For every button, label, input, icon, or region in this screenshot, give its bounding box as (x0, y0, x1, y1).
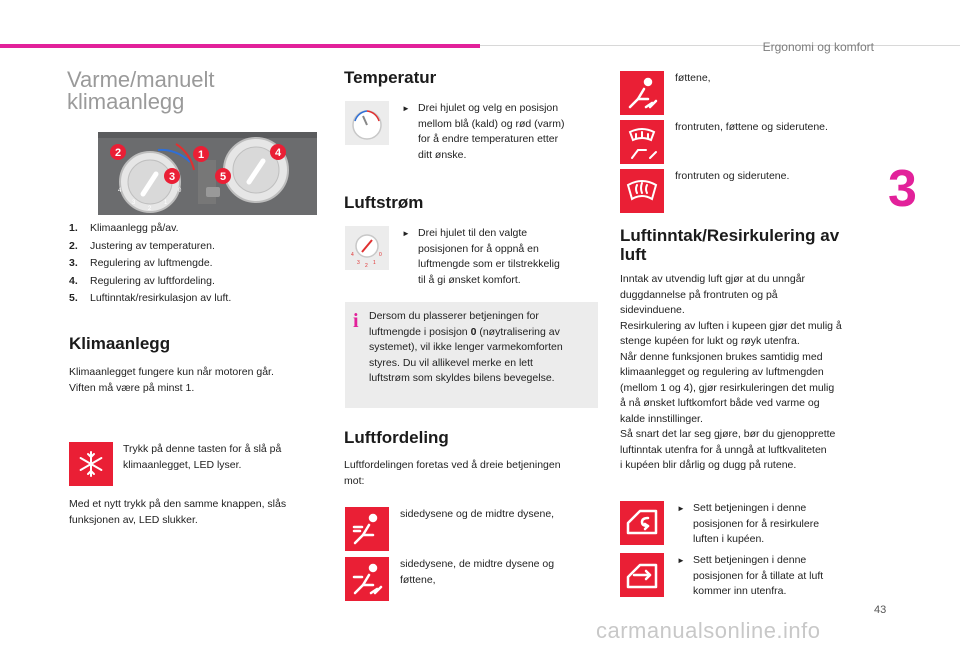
svg-text:0: 0 (379, 252, 382, 258)
klimaanlegg-heading: Klimaanlegg (69, 334, 171, 353)
vent-windscreen-feet-icon-box (620, 120, 664, 164)
temperature-dial-icon (345, 101, 389, 145)
legend-item: 3. Regulering av luftmengde. (69, 257, 213, 269)
distribution-face: sidedysene og de midtre dysene, (400, 508, 555, 520)
callout-3: 3 (168, 171, 176, 183)
svg-text:1: 1 (373, 260, 376, 266)
windscreen-feet-vent-icon (620, 120, 664, 164)
outside-air-icon-box (620, 553, 664, 597)
header-rule (480, 45, 960, 46)
recirculation-icon (620, 501, 664, 545)
recirculation-icon-box (620, 501, 664, 545)
dial-label-1: 1 (164, 200, 168, 206)
airflow-instruction: ► Drei hjulet til den valgte posisjonen for å oppnå en luftmengde som er tilstrekkelig til å gi ønsket komfort. (402, 227, 560, 286)
intake-description: Inntak av utvendig luft gjør at du unngår duggdannelse på frontruten og på sidevinduene. Resirkulering av luften i kupeen gjør det mulig å stenge kupéen for lukt og røyk utenfra. Når denne funksjonen brukes samtidig med klimaanlegget og regulering av luftmengden (mellom 1 og 4), gjør resirkuleringen det mulig å nå ønsket luftkomfort både ved varme og kalde innstillinger. Så snart det lar seg gjøre, bør du gjenopprette luftinntak utenfra for å unngå at luftkvaliteten i kupéen blir dårlig og dugg på rutene. (620, 273, 842, 471)
callout-2: 2 (114, 147, 122, 159)
callout-1: 1 (197, 149, 205, 161)
face-feet-vent-icon (345, 557, 389, 601)
vent-face-icon-box (345, 507, 389, 551)
climate-panel-image (98, 132, 317, 215)
ac-off-text: Med et nytt trykk på den samme knappen, slås funksjonen av, LED slukker. (69, 498, 287, 526)
svg-text:4: 4 (351, 252, 354, 258)
legend-item: 4. Regulering av luftfordeling. (69, 274, 215, 287)
info-text: Dersom du plasserer betjeningen for luftmengde i posisjon 0 (nøytralisering av systemet), vil ikke lenger varmekomforten styres. Du vil allikevel merke en lett luftstrøm som skyldes bilens bevegelse. (369, 310, 563, 384)
svg-text:3: 3 (357, 260, 360, 266)
section-header: Ergonomi og komfort (762, 40, 874, 54)
recirculation-instruction: ► Sett betjeningen i denne posisjonen for å resirkulere luften i kupéen. (677, 502, 820, 545)
climate-panel-illustration (98, 132, 317, 215)
distribution-windscreen-side: frontruten og siderutene. (675, 170, 790, 182)
ac-button-text: Trykk på denne tasten for å slå på klimaanlegget, LED lyser. (123, 443, 282, 471)
temperature-instruction: ► Drei hjulet og velg en posisjon mellom blå (kald) og rød (varm) for å endre temperaturen etter ditt ønske. (402, 102, 565, 161)
snowflake-icon (69, 442, 113, 486)
intake-heading: Luftinntak/Resirkulering av luft (620, 226, 840, 264)
watermark: carmanualsonline.info (596, 618, 821, 643)
outside-air-icon (620, 553, 664, 597)
feet-vent-icon (620, 71, 664, 115)
svg-text:2: 2 (365, 263, 368, 269)
temperature-heading: Temperatur (344, 68, 437, 87)
vent-windscreen-icon-box (620, 169, 664, 213)
ac-button-icon (69, 442, 113, 486)
distribution-windscreen-feet-side: frontruten, føttene og siderutene. (675, 121, 828, 133)
windscreen-demist-icon (620, 169, 664, 213)
callout-4: 4 (274, 147, 282, 159)
airflow-heading: Luftstrøm (344, 193, 424, 212)
vent-feet-icon-box (620, 71, 664, 115)
callout-5: 5 (219, 171, 227, 183)
dial-label-2: 2 (148, 206, 152, 212)
vent-face-feet-icon-box (345, 557, 389, 601)
control-legend (69, 220, 319, 308)
distribution-intro: Luftfordelingen foretas ved å dreie betjeningen mot: (344, 459, 561, 487)
airflow-dial-icon (345, 226, 389, 270)
legend-item: 2. Justering av temperaturen. (69, 239, 215, 252)
info-icon: i (353, 310, 359, 332)
temperature-knob-icon (345, 101, 389, 145)
klimaanlegg-intro: Klimaanlegget fungere kun når motoren går. Viften må være på minst 1. (69, 366, 274, 394)
legend-item: 1. Klimaanlegg på/av. (69, 222, 179, 234)
fan-speed-knob-icon (345, 226, 389, 270)
chapter-number: 3 (888, 160, 917, 218)
dial-label-3: 3 (132, 200, 136, 206)
dial-label-0: 0 (178, 188, 182, 194)
info-box (345, 302, 598, 408)
face-vent-icon (345, 507, 389, 551)
header-accent-bar (0, 44, 480, 48)
dial-label-4: 4 (118, 188, 122, 194)
page-title: Varme/manuelt klimaanlegg (67, 67, 215, 114)
outside-air-instruction: ► Sett betjeningen i denne posisjonen for å tillate at luft kommer inn utenfra. (677, 554, 824, 597)
distribution-feet: føttene, (675, 72, 711, 84)
distribution-face-feet: sidedysene, de midtre dysene og føttene, (400, 558, 555, 586)
distribution-heading: Luftfordeling (344, 428, 449, 447)
legend-item: 5. Luftinntak/resirkulasjon av luft. (69, 292, 232, 304)
page-number: 43 (874, 604, 887, 616)
